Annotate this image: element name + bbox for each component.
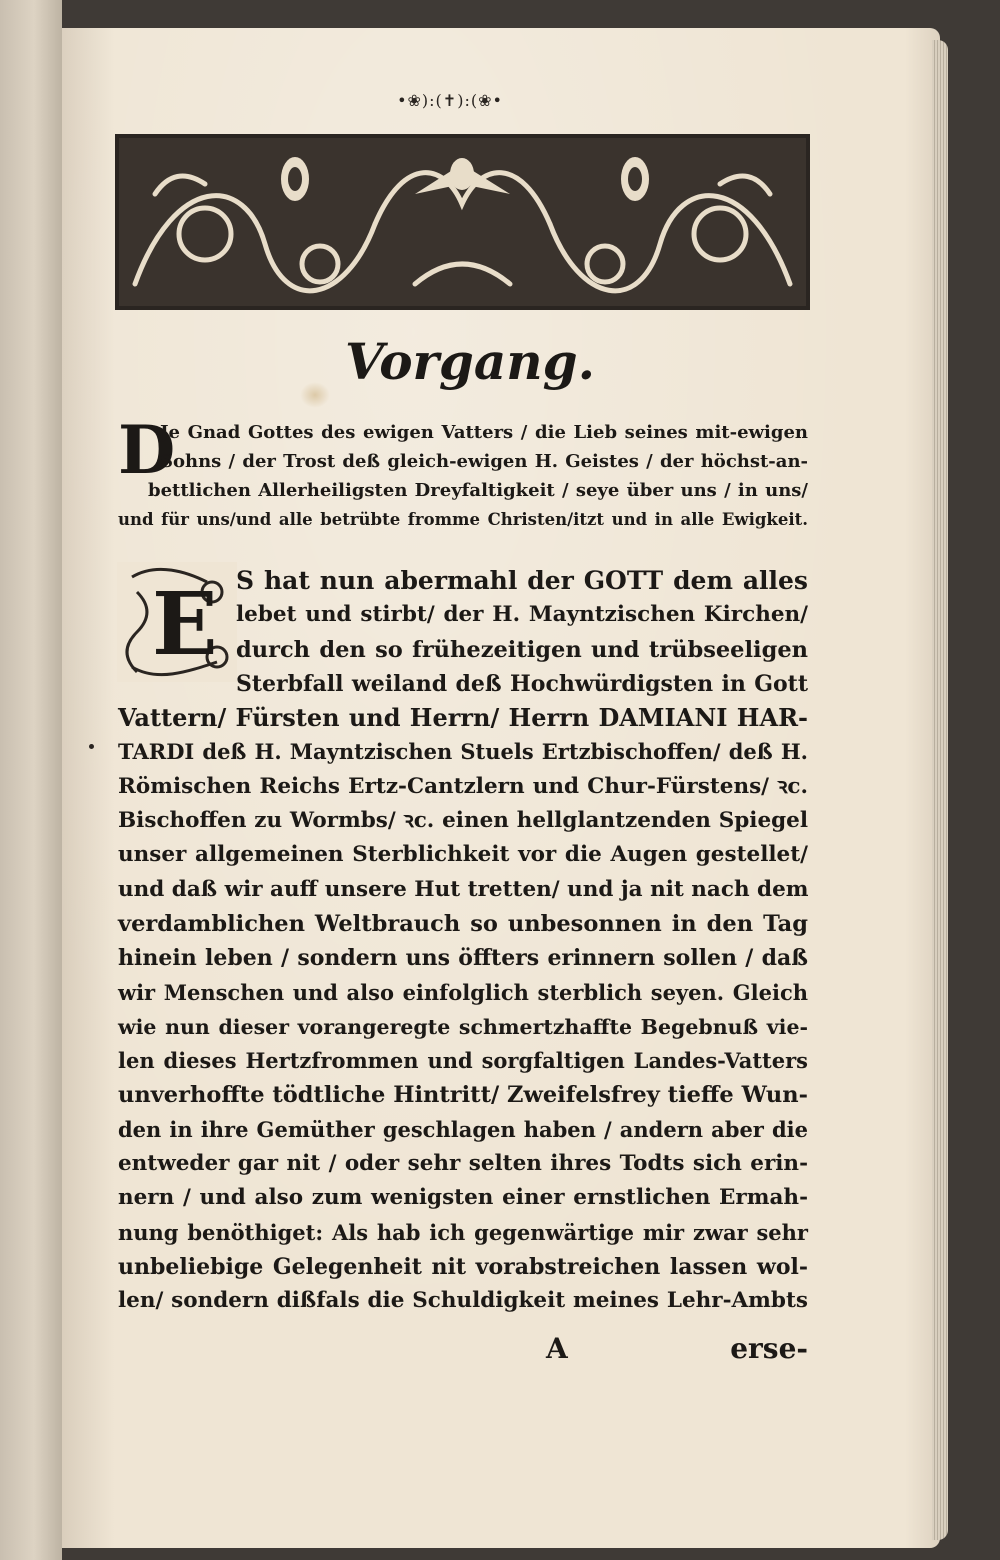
decorative-headpiece	[115, 134, 810, 310]
text-line: wie nun dieser vorangeregte schmertzhaffte Begebnuß vie-	[118, 1014, 808, 1039]
greeting-initial-letter: D	[118, 411, 176, 489]
text-line: hinein leben / sondern uns öffters erinnern sollen / daß	[118, 945, 808, 972]
text-line: wir Menschen und also einfolglich sterblich seyen. Gleich	[118, 979, 808, 1005]
text-line: Römischen Reichs Ertz-Cantzlern und Chur-Fürstens/ ꝛc.	[118, 773, 808, 799]
main-text	[118, 564, 808, 1319]
greeting-line: bettlichen Allerheiligsten Dreyfaltigkeit / seye über uns / in uns/	[148, 480, 808, 501]
text-line: den in ihre Gemüther geschlagen haben / andern aber die	[118, 1116, 808, 1142]
margin-mark	[89, 744, 94, 749]
greeting-line: und für uns/und alle betrübte fromme Christen/itzt und in alle Ewigkeit.	[118, 510, 808, 529]
text-line: S hat nun abermahl der GOTT dem alles	[236, 566, 808, 595]
text-line: Bischoffen zu Wormbs/ ꝛc. einen hellglantzenden Spiegel	[118, 808, 808, 834]
text-line: unbeliebige Gelegenheit nit vorabstreichen lassen wol-	[118, 1253, 808, 1280]
signature-mark: A	[546, 1332, 568, 1365]
catchword: erse-	[730, 1332, 808, 1365]
page-footer	[118, 1332, 808, 1368]
text-line: nung benöthiget: Als hab ich gegenwärtige mir zwar sehr	[118, 1219, 808, 1245]
text-line: len dieses Hertzfrommen und sorgfaltigen Landes-Vatters	[118, 1048, 808, 1074]
text-line: unser allgemeinen Sterblichkeit vor die Augen gestellet/	[118, 842, 808, 868]
text-line: durch den so frühezeitigen und trübseeligen	[236, 636, 808, 663]
greeting-paragraph	[118, 411, 808, 534]
facing-page-edge	[0, 0, 62, 1560]
greeting-line: Je Gnad Gottes des ewigen Vatters / die Lieb seines mit-ewigen	[160, 422, 808, 443]
initial-letter-glyph: E	[152, 574, 218, 675]
greeting-line: Sohns / der Trost deß gleich-ewigen H. Geistes / der höchst-an-	[160, 451, 808, 472]
section-title: Vorgang.	[345, 332, 595, 391]
text-line: nern / und also zum wenigsten einer ernstlichen Ermah-	[118, 1185, 808, 1211]
page-stack-edge	[932, 40, 948, 1540]
text-line: len/ sondern dißfals die Schuldigkeit meines Lehr-Ambts	[118, 1288, 808, 1314]
text-line: TARDI deß H. Mayntzischen Stuels Ertzbischoffen/ deß H.	[118, 739, 808, 765]
text-line: und daß wir auff unsere Hut tretten/ und ja nit nach dem	[118, 876, 809, 902]
text-line: lebet und stirbt/ der H. Mayntzischen Kirchen/	[236, 602, 808, 628]
text-line: unverhoffte tödtliche Hintritt/ Zweifelsfrey tieffe Wun-	[118, 1082, 808, 1109]
text-line: entweder gar nit / oder sehr selten ihres Todts sich erin-	[118, 1151, 808, 1177]
text-line: Vattern/ Fürsten und Herrn/ Herrn DAMIANI HAR-	[118, 703, 808, 733]
top-ornament: •❀):(✝):(❀•	[397, 91, 503, 110]
text-line: Sterbfall weiland deß Hochwürdigsten in Gott	[236, 670, 808, 697]
text-line: verdamblichen Weltbrauch so unbesonnen in den Tag	[118, 910, 808, 937]
